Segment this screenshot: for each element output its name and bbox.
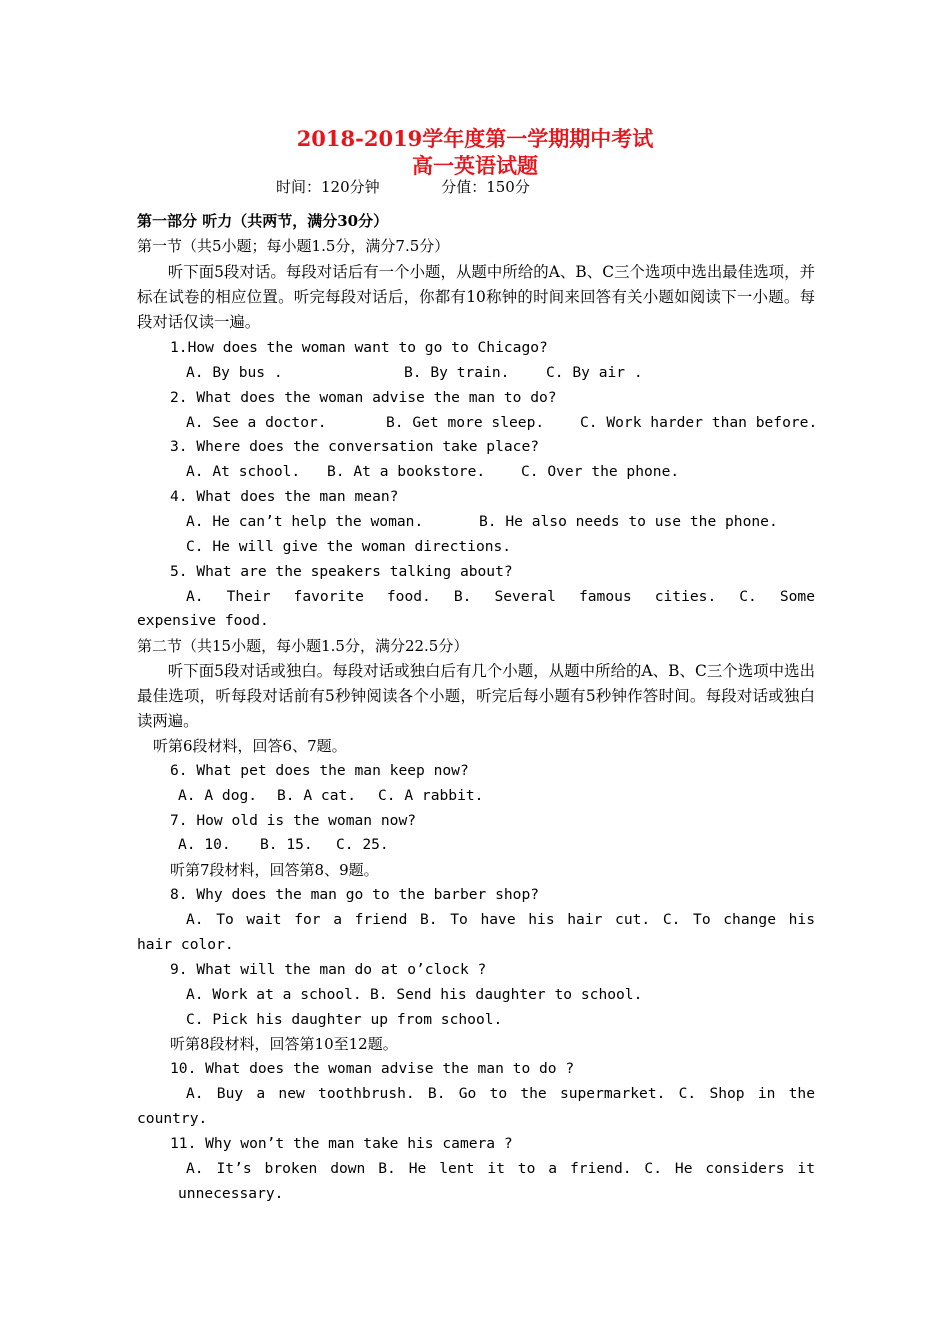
question-5-options: A. Their favorite food. B. Several famous cities. C. Some (186, 588, 815, 605)
question-8-stem: 8. Why does the man go to the barber shop? (170, 886, 540, 903)
question-8-options-cont: hair color. (137, 936, 234, 953)
question-1-option-b: B. By train. (404, 364, 510, 381)
exam-subtitle: 高一英语试题 (412, 153, 538, 178)
question-9-option-a: A. Work at a school. (186, 986, 362, 1003)
exam-time: 时间：120分钟 (276, 178, 380, 196)
section1-heading: 第一节（共5小题；每小题1.5分，满分7.5分） (137, 237, 450, 255)
question-8-options: A. To wait for a friend B. To have his hair cut. C. To change his (186, 911, 815, 928)
question-2-option-a: A. See a doctor. (186, 414, 327, 431)
question-2-option-c: C. Work harder than before. (580, 414, 818, 431)
question-3-stem: 3. Where does the conversation take place? (170, 438, 540, 455)
question-9-option-c: C. Pick his daughter up from school. (186, 1011, 503, 1028)
exam-meta (276, 176, 530, 197)
question-1-option-a: A. By bus . (186, 364, 283, 381)
material-7-label: 听第7段材料，回答第8、9题。 (170, 861, 379, 879)
question-11-options: A. It’s broken down B. He lent it to a friend. C. He considers it (186, 1160, 815, 1177)
exam-title: 2018-2019学年度第一学期期中考试 (296, 126, 654, 151)
question-6-option-a: A. A dog. (178, 787, 258, 804)
question-7-option-c: C. 25. (336, 836, 389, 853)
question-1-option-c: C. By air . (546, 364, 643, 381)
question-5-stem: 5. What are the speakers talking about? (170, 563, 513, 580)
question-6-stem: 6. What pet does the man keep now? (170, 762, 469, 779)
question-3-option-a: A. At school. (186, 463, 301, 480)
question-6-option-c: C. A rabbit. (378, 787, 484, 804)
section2-instructions: 听下面5段对话或独白。每段对话或独白后有几个小题，从题中所给的A、B、C三个选项中选出最佳选项，听每段对话前有5秒钟阅读各个小题，听完后每小题有5秒钟作答时间。每段对话或独白读两遍。 (137, 662, 815, 730)
question-3-option-b: B. At a bookstore. (327, 463, 486, 480)
question-9-option-b: B. Send his daughter to school. (370, 986, 643, 1003)
question-7-stem: 7. How old is the woman now? (170, 812, 417, 829)
question-4-stem: 4. What does the man mean? (170, 488, 399, 505)
question-5-options-cont: expensive food. (137, 612, 269, 629)
question-4-option-b: B. He also needs to use the phone. (479, 513, 778, 530)
exam-score: 分值：150分 (441, 178, 530, 196)
question-2-stem: 2. What does the woman advise the man to do? (170, 389, 557, 406)
question-11-stem: 11. Why won’t the man take his camera ? (170, 1135, 513, 1152)
material-8-label: 听第8段材料，回答第10至12题。 (170, 1035, 398, 1053)
part1-heading: 第一部分 听力（共两节，满分30分） (137, 212, 389, 230)
question-9-stem: 9. What will the man do at o’clock ? (170, 961, 487, 978)
question-10-stem: 10. What does the woman advise the man to do ? (170, 1060, 575, 1077)
question-11-options-cont: unnecessary. (178, 1185, 284, 1202)
question-4-option-a: A. He can’t help the woman. (186, 513, 424, 530)
section2-heading: 第二节（共15小题，每小题1.5分，满分22.5分） (137, 637, 469, 655)
question-10-options-cont: country. (137, 1110, 208, 1127)
question-10-options: A. Buy a new toothbrush. B. Go to the supermarket. C. Shop in the (186, 1085, 815, 1102)
question-3-option-c: C. Over the phone. (521, 463, 680, 480)
question-7-option-a: A. 10. (178, 836, 231, 853)
question-1-stem: 1.How does the woman want to go to Chicago? (170, 339, 548, 356)
question-4-option-c: C. He will give the woman directions. (186, 538, 512, 555)
question-7-option-b: B. 15. (260, 836, 313, 853)
section1-instructions: 听下面5段对话。每段对话后有一个小题，从题中所给的A、B、C三个选项中选出最佳选项，并标在试卷的相应位置。听完每段对话后，你都有10称钟的时间来回答有关小题如阅读下一小题。每段对话仅读一遍。 (137, 263, 815, 331)
question-2-option-b: B. Get more sleep. (386, 414, 545, 431)
material-6-label: 听第6段材料，回答6、7题。 (153, 737, 347, 755)
question-6-option-b: B. A cat. (277, 787, 357, 804)
